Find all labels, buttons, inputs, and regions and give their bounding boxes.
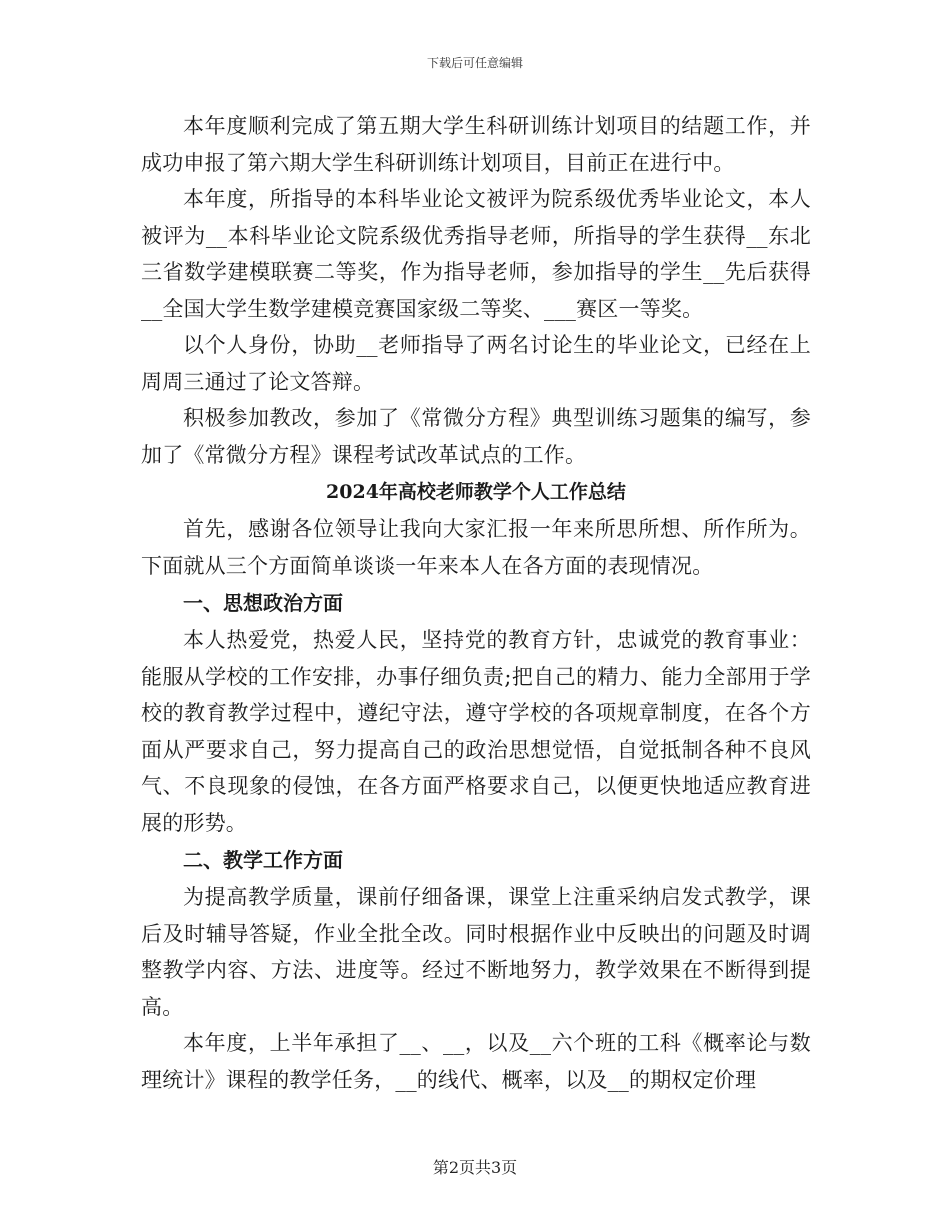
page-number: 第2页共3页 [432,1158,518,1177]
header-note: 下载后可任意编辑 [426,56,523,70]
paragraph-teaching-tasks: 本年度，上半年承担了__、__，以及__六个班的工科《概率论与数理统计》课程的教学任务，__的线代、概率，以及__的期权定价理 [141,1031,811,1092]
paragraph-research-project: 本年度顺利完成了第五期大学生科研训练计划项目的结题工作，并成功申报了第六期大学生科研训练计划项目，目前正在进行中。 [141,114,811,175]
paragraph-thesis-guidance: 以个人身份，协助__老师指导了两名讨论生的毕业论文，已经在上周周三通过了论文答辩。 [141,333,811,394]
paragraph-ideology: 本人热爱党，热爱人民，坚持党的教育方针，忠诚党的教育事业：能服从学校的工作安排，办事仔细负责;把自己的精力、能力全部用于学校的教育教学过程中，遵纪守法，遵守学校的各项规章制度，在各个方面从严要求自己，努力提高自己的政治思想觉悟，自觉抵制各种不良风气、不良现象的侵蚀，在各方面严格要求自己，以便更快地适应教育进展的形势。 [141,628,811,835]
paragraph-intro: 首先，感谢各位领导让我向大家汇报一年来所思所想、所作所为。下面就从三个方面简单谈谈一年来本人在各方面的表现情况。 [141,517,811,578]
paragraph-awards: 本年度，所指导的本科毕业论文被评为院系级优秀毕业论文，本人被评为__本科毕业论文院系级优秀指导老师，所指导的学生获得__东北三省数学建模联赛二等奖，作为指导老师，参加指导的学生__先后获得__全国大学生数学建模竞赛国家级二等奖、___赛区一等奖。 [141,187,811,321]
document-body [141,108,811,1098]
section-heading-ideology: 一、思想政治方面 [183,591,343,615]
paragraph-teaching-reform: 积极参加教改，参加了《常微分方程》典型训练习题集的编写，参加了《常微分方程》课程考试改革试点的工作。 [141,406,811,467]
paragraph-teaching-quality: 为提高教学质量，课前仔细备课，课堂上注重采纳启发式教学，课后及时辅导答疑，作业全批全改。同时根据作业中反映出的问题及时调整教学内容、方法、进度等。经过不断地努力，教学效果在不断得到提高。 [141,885,811,1019]
section-heading-teaching: 二、教学工作方面 [183,848,343,872]
document-title: 2024年高校老师教学个人工作总结 [326,481,626,503]
